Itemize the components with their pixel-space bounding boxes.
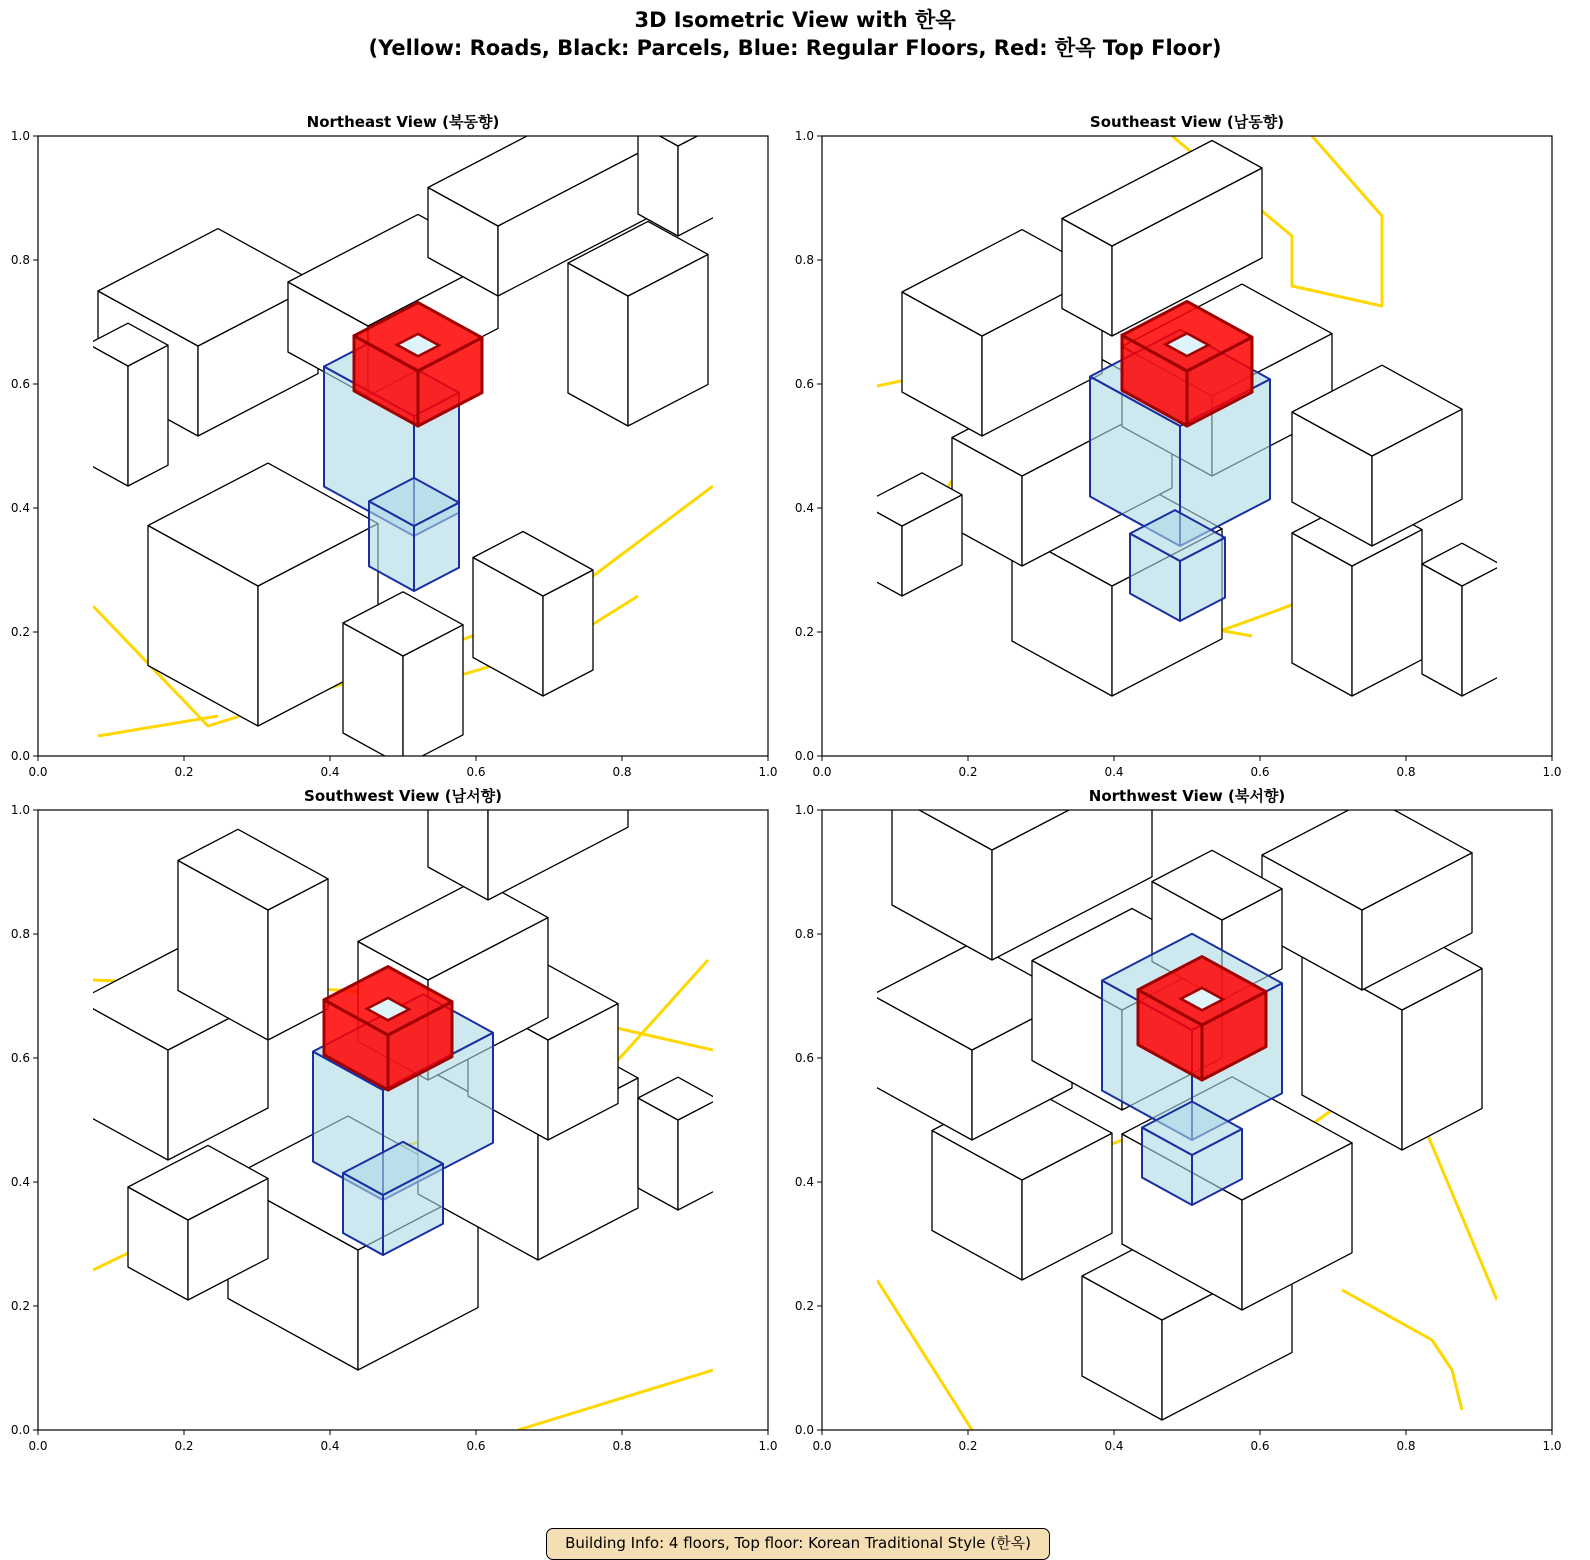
figure-title-line2: (Yellow: Roads, Black: Parcels, Blue: Regular Floors, Red: 한옥 Top Floor)	[368, 36, 1222, 60]
x-tick-label: 0.0	[28, 765, 48, 779]
y-tick-label: 0.2	[794, 625, 814, 639]
y-tick-label: 0.8	[794, 927, 814, 941]
x-tick-label: 0.2	[958, 765, 978, 779]
y-tick-label: 0.6	[794, 377, 814, 391]
y-tick-label: 0.2	[10, 625, 30, 639]
y-tick-label: 0.0	[10, 749, 30, 763]
y-tick-label: 0.4	[794, 501, 814, 515]
x-tick-label: 0.0	[812, 1439, 832, 1453]
parcel-building	[88, 323, 168, 486]
panel-northeast	[11, 99, 778, 779]
road-line	[518, 1370, 713, 1430]
x-tick-label: 0.6	[466, 765, 486, 779]
parcel-building	[473, 532, 593, 697]
y-tick-label: 0.8	[794, 253, 814, 267]
y-tick-label: 0.6	[10, 377, 30, 391]
y-tick-label: 0.2	[10, 1299, 30, 1313]
parcel-building	[862, 473, 962, 596]
parcel-building	[343, 592, 463, 766]
panel-northwest	[795, 712, 1562, 1453]
x-tick-label: 0.2	[174, 765, 194, 779]
parcel-building-right-face	[488, 737, 628, 900]
x-tick-label: 0.8	[612, 1439, 632, 1453]
y-tick-label: 1.0	[10, 129, 30, 143]
regular-floor-block	[369, 478, 459, 591]
parcel-building	[638, 103, 718, 236]
parcel-building-left-face	[88, 344, 128, 486]
x-tick-label: 0.2	[174, 1439, 194, 1453]
x-tick-label: 0.4	[320, 765, 340, 779]
road-line	[98, 716, 218, 736]
x-tick-label: 0.8	[1396, 765, 1416, 779]
panel-title-northeast: Northeast View (북동향)	[306, 113, 500, 131]
y-tick-label: 0.6	[10, 1051, 30, 1065]
x-tick-label: 0.4	[1104, 1439, 1124, 1453]
figure-title-line1: 3D Isometric View with 한옥	[634, 8, 956, 32]
scene	[88, 99, 718, 766]
y-tick-label: 0.8	[10, 927, 30, 941]
x-tick-label: 0.4	[320, 1439, 340, 1453]
y-tick-label: 0.0	[10, 1423, 30, 1437]
panel-title-northwest: Northwest View (북서향)	[1088, 787, 1286, 805]
panel-southwest	[11, 704, 778, 1453]
y-tick-label: 0.8	[10, 253, 30, 267]
x-tick-label: 1.0	[758, 1439, 778, 1453]
parcel-building	[568, 221, 708, 426]
x-tick-label: 0.4	[1104, 765, 1124, 779]
parcel-building-left-face	[428, 777, 488, 900]
x-tick-label: 1.0	[758, 765, 778, 779]
x-tick-label: 0.6	[1250, 765, 1270, 779]
x-tick-label: 0.6	[466, 1439, 486, 1453]
x-tick-label: 1.0	[1542, 1439, 1562, 1453]
scene	[872, 712, 1497, 1430]
y-tick-label: 1.0	[794, 803, 814, 817]
y-tick-label: 0.6	[794, 1051, 814, 1065]
parcel-building-right-face	[1462, 565, 1502, 696]
x-tick-label: 0.0	[28, 1439, 48, 1453]
x-tick-label: 0.0	[812, 765, 832, 779]
x-tick-label: 0.8	[612, 765, 632, 779]
y-tick-label: 0.0	[794, 749, 814, 763]
x-tick-label: 0.2	[958, 1439, 978, 1453]
road-line	[1342, 1290, 1462, 1410]
x-tick-label: 0.8	[1396, 1439, 1416, 1453]
x-tick-label: 0.6	[1250, 1439, 1270, 1453]
y-tick-label: 0.0	[794, 1423, 814, 1437]
parcel-building-left-face	[1422, 564, 1462, 696]
y-tick-label: 0.4	[10, 1175, 30, 1189]
parcel-building-right-face	[128, 345, 168, 486]
road-line	[877, 1280, 972, 1430]
y-tick-label: 0.2	[794, 1299, 814, 1313]
scene	[862, 136, 1502, 696]
y-tick-label: 1.0	[10, 803, 30, 817]
x-tick-label: 1.0	[1542, 765, 1562, 779]
y-tick-label: 1.0	[794, 129, 814, 143]
scene	[78, 704, 718, 1430]
building-info-box: Building Info: 4 floors, Top floor: Korean Traditional Style (한옥)	[546, 1528, 1050, 1560]
panel-title-southwest: Southwest View (남서향)	[304, 787, 502, 805]
panel-title-southeast: Southeast View (남동향)	[1089, 113, 1285, 131]
parcel-building	[1422, 543, 1502, 696]
y-tick-label: 0.4	[10, 501, 30, 515]
parcel-building	[638, 1077, 718, 1210]
y-tick-label: 0.4	[794, 1175, 814, 1189]
panel-southeast	[795, 129, 1562, 779]
